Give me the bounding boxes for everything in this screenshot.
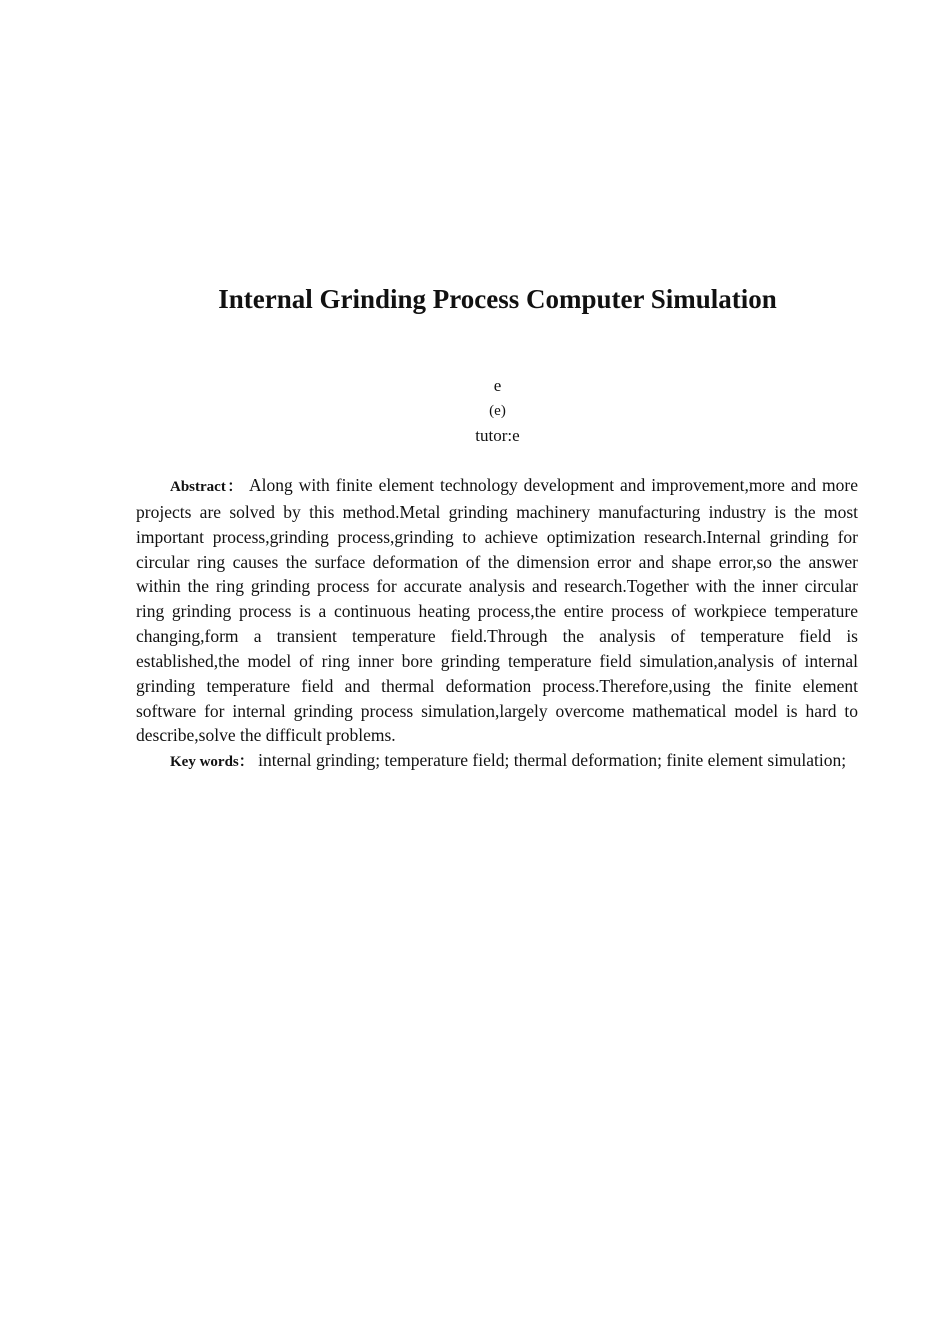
keywords-text: internal grinding; temperature field; thermal deformation; finite element simulation; xyxy=(258,750,847,771)
abstract-section xyxy=(136,473,858,775)
paper-title: Internal Grinding Process Computer Simulation xyxy=(218,284,777,314)
abstract-label: Abstract： xyxy=(170,479,244,495)
abstract-text: Along with finite element technology development and improvement,more and more projects are solved by this method.Metal grinding machinery manufacturing industry is the most important process,grinding process,grinding to achieve optimization research.Internal grinding for circular ring causes the surface deformation of the dimension error and shape error,so the answer within the ring grinding process for accurate analysis and research.Together with the inner circular ring grinding process is a continuous heating process,the entire process of workpiece temperature changing,form a transient temperature field.Through the analysis of temperature field is established,the model of ring inner bore grinding temperature field simulation,analysis of internal grinding temperature field and thermal deformation process.Therefore,using the finite element software for internal grinding process simulation,largely overcome mathematical model is hard to describe,solve the difficult problems. xyxy=(136,475,859,746)
abstract-paragraph xyxy=(136,473,858,748)
author-block xyxy=(0,374,950,448)
keywords-paragraph xyxy=(136,748,858,775)
author-tutor: tutor:e xyxy=(475,426,520,445)
author-affiliation: (e) xyxy=(489,403,506,419)
keywords-label: Key words： xyxy=(170,754,254,771)
author-name: e xyxy=(493,376,502,395)
